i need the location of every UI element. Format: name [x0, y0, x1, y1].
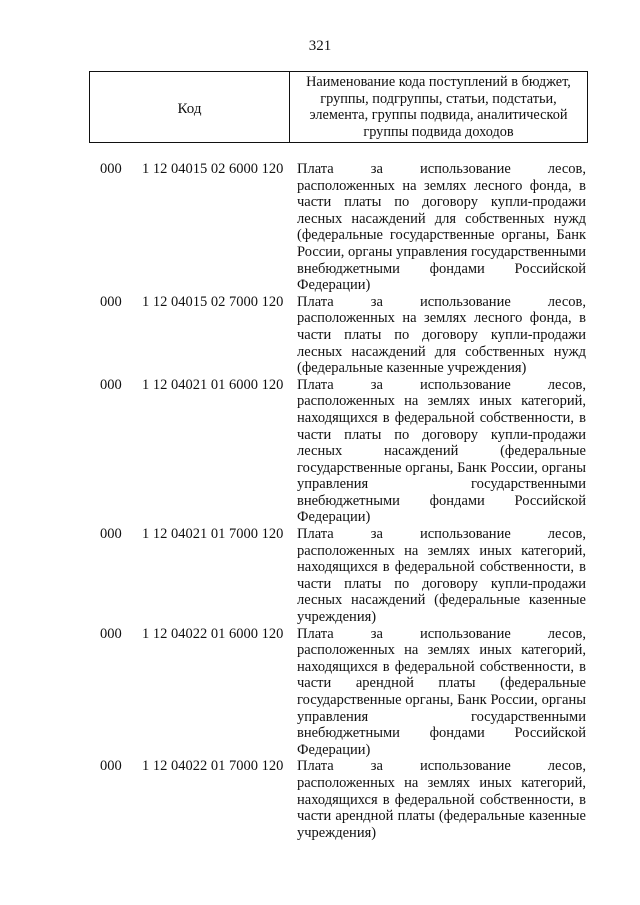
row-admin-code: 000: [100, 376, 122, 393]
row-revenue-code: 1 12 04021 01 7000 120: [142, 526, 284, 543]
row-revenue-code: 1 12 04015 02 7000 120: [142, 293, 284, 310]
row-revenue-code: 1 12 04022 01 6000 120: [142, 625, 284, 642]
row-description: Плата за использование лесов, расположенных на землях иных категорий, находящихся в федеральной собственности, в части платы по договору купли-продажи лесных насаждений (федеральные казенные учреждения): [297, 526, 586, 626]
header-name-label: Наименование кода поступлений в бюджет, группы, подгруппы, статьи, подстатьи, элемента, группы подвида, аналитической группы подвида доходов: [306, 74, 571, 140]
row-revenue-code: 1 12 04015 02 6000 120: [142, 161, 284, 177]
row-description: Плата за использование лесов, расположенных на землях иных категорий, находящихся в федеральной собственности, в части платы по договору купли-продажи лесных насаждений (федеральные государственные органы, Банк России, органы управления государственными внебюджетными фондами Российской Федерации): [297, 376, 586, 526]
page-number: 321: [308, 38, 332, 54]
row-revenue-code: 1 12 04021 01 6000 120: [142, 376, 284, 393]
table-body: [0, 161, 640, 841]
row-admin-code: 000: [100, 526, 122, 543]
row-description: Плата за использование лесов, расположенных на землях лесного фонда, в части платы по договору купли-продажи лесных насаждений для собственных нужд (федеральные государственные органы, Банк России, органы управления государственными внебюджетными фондами Российской Федерации): [297, 161, 586, 294]
table-row: [0, 161, 640, 294]
table-row: [0, 377, 640, 526]
row-admin-code: 000: [100, 758, 122, 775]
table-row: [0, 758, 640, 841]
table-header: [89, 71, 588, 143]
header-code-label: Код: [90, 72, 290, 142]
row-description: Плата за использование лесов, расположенных на землях иных категорий, находящихся в федеральной собственности, в части арендной платы (федеральные государственные органы, Банк России, органы управления государственными внебюджетными фондами Российской Федерации): [297, 625, 586, 758]
table-row: [0, 526, 640, 626]
row-admin-code: 000: [100, 625, 122, 642]
row-description: Плата за использование лесов, расположенных на землях лесного фонда, в части платы по договору купли-продажи лесных насаждений для собственных нужд (федеральные казенные учреждения): [297, 293, 586, 377]
row-revenue-code: 1 12 04022 01 7000 120: [142, 758, 284, 775]
table-row: [0, 294, 640, 377]
row-admin-code: 000: [100, 293, 122, 310]
table-row: [0, 626, 640, 759]
row-description: Плата за использование лесов, расположенных на землях иных категорий, находящихся в федеральной собственности, в части арендной платы (федеральные казенные учреждения): [297, 758, 586, 841]
row-admin-code: 000: [100, 161, 122, 177]
